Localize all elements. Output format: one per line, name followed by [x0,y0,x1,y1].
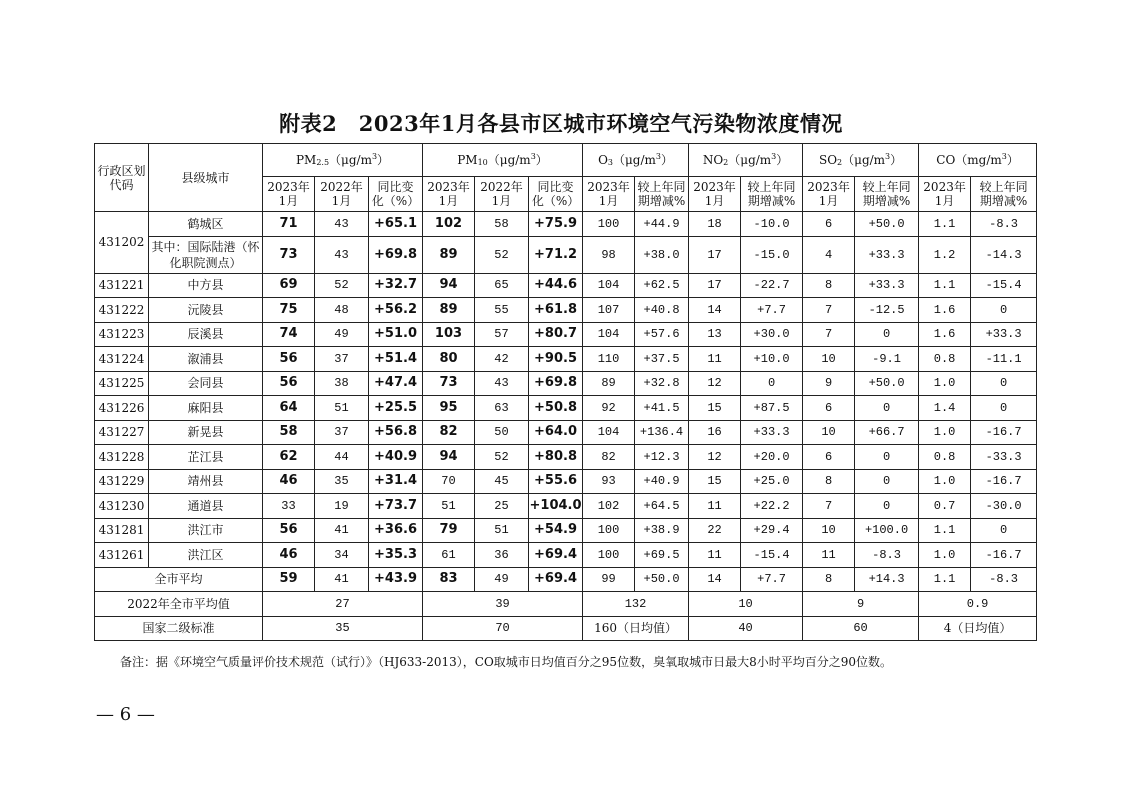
so2-2023-cell: 8 [803,469,855,494]
o3-2023-cell: 98 [583,236,635,273]
pm25-2023-cell: 56 [263,518,315,543]
pm10-yoy-cell: +61.8 [529,298,583,323]
pm25-2023-cell: 64 [263,396,315,421]
so2-change-cell: -12.5 [855,298,919,323]
pm10-yoy-cell: +50.8 [529,396,583,421]
o3-2023-cell: 82 [583,445,635,470]
o3-change-cell: +62.5 [635,273,689,298]
pm25-2023-cell: 59 [263,567,315,592]
co-2023-cell: 1.1 [919,518,971,543]
pm25-yoy-cell: +51.4 [369,347,423,372]
so2-2023-cell: 9 [803,371,855,396]
no2-change-cell: -10.0 [741,212,803,237]
no2-change-cell: +25.0 [741,469,803,494]
o3-2023-cell: 104 [583,322,635,347]
city-average-row [95,567,1037,592]
header-county: 县级城市 [149,144,263,212]
region-code-cell: 431224 [95,347,149,372]
table-row [95,420,1037,445]
pm25-yoy-cell: +32.7 [369,273,423,298]
pm10-2022-cell: 52 [475,445,529,470]
no2-2023-cell: 22 [689,518,741,543]
county-name-cell: 新晃县 [149,420,263,445]
pm25-yoy-cell: +69.8 [369,236,423,273]
county-name-cell: 洪江市 [149,518,263,543]
subheader-change: 较上年同 期增减% [971,177,1037,212]
subheader-2022: 2022年 1月 [475,177,529,212]
pm25-yoy-cell: +73.7 [369,494,423,519]
so2-2023-cell: 11 [803,543,855,568]
o3-2023-cell: 104 [583,273,635,298]
pm10-2022-cell: 25 [475,494,529,519]
o3-change-cell: +32.8 [635,371,689,396]
pm10-2022-cell: 63 [475,396,529,421]
pm25-2023-cell: 56 [263,347,315,372]
pm10-2022-cell: 36 [475,543,529,568]
pm25-yoy-cell: +43.9 [369,567,423,592]
pm10-2023-cell: 51 [423,494,475,519]
county-name-cell: 溆浦县 [149,347,263,372]
pm10-2022-cell: 52 [475,236,529,273]
co-change-cell: -16.7 [971,543,1037,568]
so2-2023-cell: 8 [803,273,855,298]
pm25-2023-cell: 74 [263,322,315,347]
region-code-cell: 431222 [95,298,149,323]
header-co: $CO(mg/m^3)$ [919,144,1037,177]
pm10-yoy-cell: +64.0 [529,420,583,445]
pm25-2022-cell: 43 [315,212,369,237]
no2-change-cell: +20.0 [741,445,803,470]
pm25-2022-cell: 38 [315,371,369,396]
co-change-cell: +33.3 [971,322,1037,347]
pm25-2022-cell: 35 [315,469,369,494]
subheader-change: 较上年同 期增减% [741,177,803,212]
pm25-2023-cell: 46 [263,469,315,494]
table-row [95,445,1037,470]
so2-2023-cell: 10 [803,347,855,372]
pm10-yoy-cell: +69.4 [529,567,583,592]
o3-2023-cell: 89 [583,371,635,396]
so2-change-cell: +50.0 [855,212,919,237]
pm10-2023-cell: 83 [423,567,475,592]
header-region-code: 行政区划代码 [95,144,149,212]
standard-no2: 40 [689,616,803,641]
co-change-cell: -11.1 [971,347,1037,372]
avg-2022-pm25: 27 [263,592,423,617]
no2-change-cell: +7.7 [741,567,803,592]
table-row [95,298,1037,323]
pm10-2022-cell: 49 [475,567,529,592]
pm10-yoy-cell: +80.7 [529,322,583,347]
pm10-yoy-cell: +55.6 [529,469,583,494]
co-change-cell: -8.3 [971,567,1037,592]
no2-2023-cell: 15 [689,469,741,494]
region-code-cell: 431226 [95,396,149,421]
pm25-yoy-cell: +56.8 [369,420,423,445]
region-code-cell: 431223 [95,322,149,347]
county-name-cell: 其中：国际陆港（怀化职院测点） [149,236,263,273]
header-pm25: $PM_{2.5}(\mu g/m^3)$ [263,144,423,177]
pm25-2023-cell: 73 [263,236,315,273]
o3-change-cell: +50.0 [635,567,689,592]
so2-change-cell: 0 [855,396,919,421]
pm10-2022-cell: 57 [475,322,529,347]
pm10-2023-cell: 94 [423,273,475,298]
no2-2023-cell: 16 [689,420,741,445]
county-name-cell: 全市平均 [95,567,263,592]
air-pollution-table [94,143,1037,641]
pm25-yoy-cell: +65.1 [369,212,423,237]
so2-2023-cell: 10 [803,518,855,543]
pm25-2023-cell: 69 [263,273,315,298]
pm10-2023-cell: 103 [423,322,475,347]
co-2023-cell: 0.8 [919,347,971,372]
so2-2023-cell: 8 [803,567,855,592]
pm25-yoy-cell: +31.4 [369,469,423,494]
subheader-2023: 2023年 1月 [689,177,741,212]
pm10-yoy-cell: +80.8 [529,445,583,470]
subheader-change: 较上年同 期增减% [635,177,689,212]
no2-change-cell: 0 [741,371,803,396]
national-standard-row [95,616,1037,641]
subheader-2023: 2023年 1月 [423,177,475,212]
pm10-2023-cell: 61 [423,543,475,568]
header-pm10: $PM_{10}(\mu g/m^3)$ [423,144,583,177]
pm10-2023-cell: 102 [423,212,475,237]
subheader-2023: 2023年 1月 [583,177,635,212]
region-code-cell: 431227 [95,420,149,445]
pm10-2022-cell: 50 [475,420,529,445]
no2-2023-cell: 13 [689,322,741,347]
pm10-2022-cell: 45 [475,469,529,494]
pm25-2023-cell: 33 [263,494,315,519]
pm10-2023-cell: 79 [423,518,475,543]
standard-so2: 60 [803,616,919,641]
co-change-cell: -33.3 [971,445,1037,470]
o3-change-cell: +40.8 [635,298,689,323]
table-row [95,518,1037,543]
o3-2023-cell: 100 [583,518,635,543]
so2-2023-cell: 6 [803,396,855,421]
pm10-yoy-cell: +54.9 [529,518,583,543]
county-name-cell: 麻阳县 [149,396,263,421]
county-name-cell: 通道县 [149,494,263,519]
pm10-2022-cell: 43 [475,371,529,396]
pm10-2022-cell: 65 [475,273,529,298]
pm25-2023-cell: 62 [263,445,315,470]
pm10-yoy-cell: +69.4 [529,543,583,568]
avg-2022-pm10: 39 [423,592,583,617]
no2-2023-cell: 12 [689,371,741,396]
co-change-cell: -16.7 [971,420,1037,445]
pm25-yoy-cell: +35.3 [369,543,423,568]
o3-2023-cell: 92 [583,396,635,421]
header-o3: $O_3(\mu g/m^3)$ [583,144,689,177]
o3-change-cell: +38.0 [635,236,689,273]
no2-change-cell: +33.3 [741,420,803,445]
co-change-cell: -15.4 [971,273,1037,298]
o3-change-cell: +44.9 [635,212,689,237]
no2-change-cell: -15.0 [741,236,803,273]
county-name-cell: 辰溪县 [149,322,263,347]
so2-2023-cell: 10 [803,420,855,445]
pm25-yoy-cell: +25.5 [369,396,423,421]
pm10-2022-cell: 58 [475,212,529,237]
no2-change-cell: -22.7 [741,273,803,298]
co-2023-cell: 1.2 [919,236,971,273]
page-number: — 6 — [96,704,155,725]
avg-2022-so2: 9 [803,592,919,617]
so2-2023-cell: 7 [803,494,855,519]
table-row [95,396,1037,421]
subheader-2023: 2023年 1月 [263,177,315,212]
table-row [95,322,1037,347]
so2-change-cell: -8.3 [855,543,919,568]
pm10-2022-cell: 55 [475,298,529,323]
header-so2: $SO_2(\mu g/m^3)$ [803,144,919,177]
table-row [95,469,1037,494]
so2-2023-cell: 6 [803,445,855,470]
co-2023-cell: 1.1 [919,273,971,298]
so2-change-cell: +66.7 [855,420,919,445]
table-row [95,543,1037,568]
co-change-cell: 0 [971,371,1037,396]
table-row [95,347,1037,372]
no2-change-cell: +7.7 [741,298,803,323]
county-name-cell: 芷江县 [149,445,263,470]
pm25-2023-cell: 58 [263,420,315,445]
standard-o3: 160（日均值） [583,616,689,641]
co-change-cell: -30.0 [971,494,1037,519]
pm25-yoy-cell: +36.6 [369,518,423,543]
pm10-2022-cell: 51 [475,518,529,543]
co-change-cell: 0 [971,396,1037,421]
so2-2023-cell: 4 [803,236,855,273]
o3-change-cell: +57.6 [635,322,689,347]
pm25-2023-cell: 75 [263,298,315,323]
no2-2023-cell: 17 [689,273,741,298]
pm10-2023-cell: 80 [423,347,475,372]
pm25-yoy-cell: +51.0 [369,322,423,347]
no2-change-cell: +29.4 [741,518,803,543]
standard-co: 4（日均值） [919,616,1037,641]
footnote: 备注：据《环境空气质量评价技术规范（试行）》（HJ633-2013），CO取城市日均值百分之95位数，臭氧取城市日最大8小时平均百分之90位数。 [120,655,892,669]
co-change-cell: -14.3 [971,236,1037,273]
subheader-2023: 2023年 1月 [919,177,971,212]
pm25-2022-cell: 44 [315,445,369,470]
pm10-yoy-cell: +69.8 [529,371,583,396]
table-row [95,371,1037,396]
pm10-2022-cell: 42 [475,347,529,372]
county-name-cell: 洪江区 [149,543,263,568]
co-2023-cell: 1.1 [919,567,971,592]
region-code-cell: 431229 [95,469,149,494]
subheader-change: 较上年同 期增减% [855,177,919,212]
no2-2023-cell: 12 [689,445,741,470]
page-title: 附表2 2023年1月各县市区城市环境空气污染物浓度情况 [279,111,843,136]
subheader-yoy: 同比变 化（%） [369,177,423,212]
pm25-2022-cell: 34 [315,543,369,568]
co-change-cell: 0 [971,518,1037,543]
county-name-cell: 鹤城区 [149,212,263,237]
co-2023-cell: 1.6 [919,322,971,347]
pm10-yoy-cell: +44.6 [529,273,583,298]
avg-2022-row [95,592,1037,617]
o3-2023-cell: 100 [583,212,635,237]
o3-change-cell: +37.5 [635,347,689,372]
pm10-2023-cell: 89 [423,298,475,323]
pm25-2023-cell: 46 [263,543,315,568]
so2-change-cell: 0 [855,494,919,519]
o3-2023-cell: 107 [583,298,635,323]
table-row [95,236,1037,273]
no2-2023-cell: 18 [689,212,741,237]
region-code-cell: 431221 [95,273,149,298]
header-row-1 [95,144,1037,177]
county-name-cell: 沅陵县 [149,298,263,323]
pm25-2023-cell: 71 [263,212,315,237]
region-code-cell: 431230 [95,494,149,519]
so2-change-cell: +100.0 [855,518,919,543]
co-2023-cell: 1.0 [919,469,971,494]
pm10-yoy-cell: +104.0 [529,494,583,519]
no2-change-cell: +10.0 [741,347,803,372]
co-change-cell: 0 [971,298,1037,323]
standard-label: 国家二级标准 [95,616,263,641]
so2-change-cell: 0 [855,469,919,494]
so2-change-cell: 0 [855,445,919,470]
so2-change-cell: +33.3 [855,273,919,298]
pm25-yoy-cell: +56.2 [369,298,423,323]
so2-change-cell: +33.3 [855,236,919,273]
pm10-2023-cell: 82 [423,420,475,445]
co-2023-cell: 1.0 [919,543,971,568]
table-row [95,212,1037,237]
co-2023-cell: 1.1 [919,212,971,237]
co-2023-cell: 1.0 [919,420,971,445]
o3-2023-cell: 100 [583,543,635,568]
so2-change-cell: +50.0 [855,371,919,396]
o3-change-cell: +69.5 [635,543,689,568]
o3-change-cell: +40.9 [635,469,689,494]
co-2023-cell: 1.4 [919,396,971,421]
region-code-cell: 431202 [95,212,149,274]
o3-2023-cell: 110 [583,347,635,372]
avg-2022-co: 0.9 [919,592,1037,617]
so2-change-cell: 0 [855,322,919,347]
pm25-2022-cell: 37 [315,420,369,445]
pm25-2022-cell: 19 [315,494,369,519]
o3-change-cell: +12.3 [635,445,689,470]
co-2023-cell: 1.6 [919,298,971,323]
table-row [95,273,1037,298]
pm25-2022-cell: 41 [315,518,369,543]
subheader-2023: 2023年 1月 [803,177,855,212]
no2-change-cell: +22.2 [741,494,803,519]
co-2023-cell: 0.8 [919,445,971,470]
standard-pm25: 35 [263,616,423,641]
co-2023-cell: 1.0 [919,371,971,396]
pm25-2022-cell: 51 [315,396,369,421]
pm10-2023-cell: 70 [423,469,475,494]
avg-2022-o3: 132 [583,592,689,617]
o3-2023-cell: 104 [583,420,635,445]
pm10-2023-cell: 73 [423,371,475,396]
no2-2023-cell: 14 [689,298,741,323]
no2-2023-cell: 17 [689,236,741,273]
o3-2023-cell: 99 [583,567,635,592]
pm25-2022-cell: 48 [315,298,369,323]
pm10-yoy-cell: +75.9 [529,212,583,237]
no2-2023-cell: 11 [689,347,741,372]
o3-2023-cell: 102 [583,494,635,519]
pm25-yoy-cell: +47.4 [369,371,423,396]
pm10-yoy-cell: +71.2 [529,236,583,273]
county-name-cell: 会同县 [149,371,263,396]
pm25-yoy-cell: +40.9 [369,445,423,470]
pm10-2023-cell: 94 [423,445,475,470]
pm25-2022-cell: 41 [315,567,369,592]
region-code-cell: 431261 [95,543,149,568]
co-2023-cell: 0.7 [919,494,971,519]
o3-2023-cell: 93 [583,469,635,494]
o3-change-cell: +38.9 [635,518,689,543]
so2-2023-cell: 7 [803,322,855,347]
pm10-yoy-cell: +90.5 [529,347,583,372]
no2-2023-cell: 11 [689,543,741,568]
pm25-2022-cell: 52 [315,273,369,298]
pm25-2022-cell: 37 [315,347,369,372]
region-code-cell: 431225 [95,371,149,396]
co-change-cell: -16.7 [971,469,1037,494]
co-change-cell: -8.3 [971,212,1037,237]
no2-2023-cell: 15 [689,396,741,421]
pm25-2022-cell: 49 [315,322,369,347]
so2-change-cell: +14.3 [855,567,919,592]
table-row [95,494,1037,519]
o3-change-cell: +41.5 [635,396,689,421]
standard-pm10: 70 [423,616,583,641]
so2-change-cell: -9.1 [855,347,919,372]
o3-change-cell: +64.5 [635,494,689,519]
so2-2023-cell: 7 [803,298,855,323]
county-name-cell: 靖州县 [149,469,263,494]
pm10-2023-cell: 89 [423,236,475,273]
county-name-cell: 中方县 [149,273,263,298]
no2-change-cell: -15.4 [741,543,803,568]
region-code-cell: 431228 [95,445,149,470]
avg-2022-no2: 10 [689,592,803,617]
pm25-2023-cell: 56 [263,371,315,396]
region-code-cell: 431281 [95,518,149,543]
pm25-2022-cell: 43 [315,236,369,273]
subheader-yoy: 同比变 化（%） [529,177,583,212]
no2-2023-cell: 14 [689,567,741,592]
pm10-2023-cell: 95 [423,396,475,421]
no2-change-cell: +87.5 [741,396,803,421]
o3-change-cell: +136.4 [635,420,689,445]
avg-2022-label: 2022年全市平均值 [95,592,263,617]
subheader-2022: 2022年 1月 [315,177,369,212]
header-no2: $NO_2(\mu g/m^3)$ [689,144,803,177]
no2-change-cell: +30.0 [741,322,803,347]
so2-2023-cell: 6 [803,212,855,237]
no2-2023-cell: 11 [689,494,741,519]
